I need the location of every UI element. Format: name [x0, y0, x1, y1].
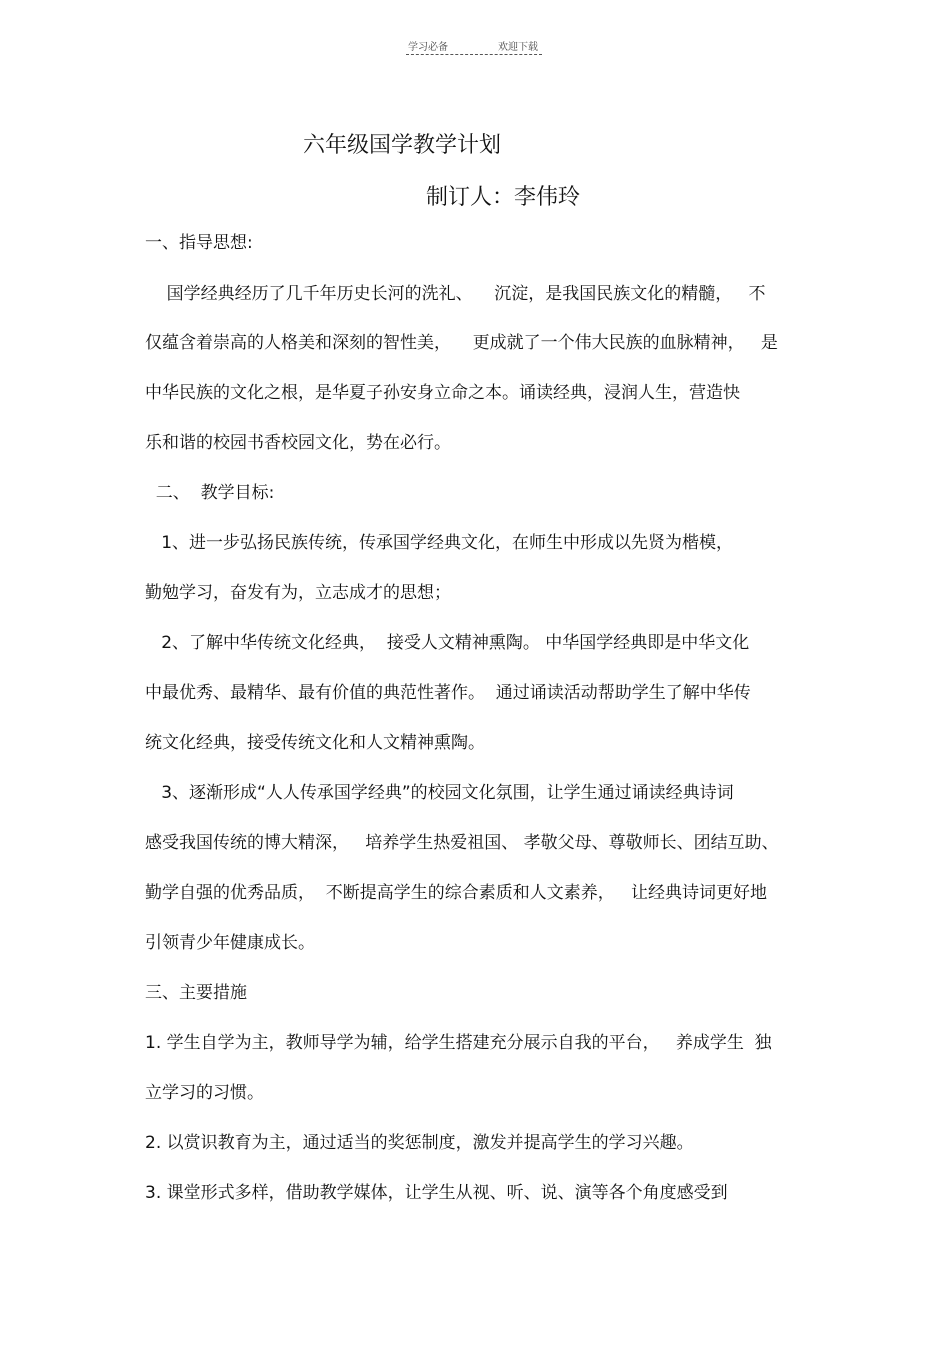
- section-heading-1: 一、指导思想:: [145, 233, 253, 253]
- paragraph-line: 勤勉学习，奋发有为，立志成才的思想；: [145, 583, 451, 603]
- paragraph-line: 2、了解中华传统文化经典， 接受人文精神熏陶。 中华国学经典即是中华文化: [145, 633, 750, 653]
- paragraph-line: 乐和谐的校园书香校园文化，势在必行。: [145, 433, 451, 453]
- section-heading-3: 三、主要措施: [145, 983, 247, 1003]
- paragraph-line: 立学习的习惯。: [145, 1083, 264, 1103]
- paragraph-line: 引领青少年健康成长。: [145, 933, 315, 953]
- header-divider: [406, 54, 542, 55]
- paragraph-line: 1、进一步弘扬民族传统，传承国学经典文化，在师生中形成以先贤为楷模，: [145, 533, 734, 553]
- document-title: 六年级国学教学计划: [303, 133, 502, 158]
- paragraph-line: 3. 课堂形式多样，借助教学媒体，让学生从视、听、说、演等各个角度感受到: [145, 1183, 728, 1203]
- paragraph-line: 1. 学生自学为主，教师导学为辅，给学生搭建充分展示自我的平台， 养成学生 独: [145, 1033, 772, 1053]
- paragraph-line: 仅蕴含着崇高的人格美和深刻的智性美， 更成就了一个伟大民族的血脉精神， 是: [145, 333, 778, 353]
- paragraph-line: 感受我国传统的博大精深， 培养学生热爱祖国、 孝敬父母、尊敬师长、团结互助、: [145, 833, 779, 853]
- paragraph-line: 国学经典经历了几千年历史长河的洗礼、 沉淀，是我国民族文化的精髓， 不: [145, 284, 766, 304]
- paragraph-line: 3、逐渐形成“人人传承国学经典”的校园文化氛围，让学生通过诵读经典诗词: [145, 783, 734, 803]
- paragraph-line: 2. 以赏识教育为主，通过适当的奖惩制度，激发并提高学生的学习兴趣。: [145, 1133, 694, 1153]
- header-right-text: 欢迎下载: [498, 42, 538, 53]
- page-header: [408, 38, 544, 58]
- section-heading-2: 二、 教学目标:: [145, 483, 275, 503]
- paragraph-line: 中华民族的文化之根，是华夏子孙安身立命之本。诵读经典，浸润人生，营造快: [145, 383, 740, 403]
- paragraph-line: 中最优秀、最精华、最有价值的典范性著作。 通过诵读活动帮助学生了解中华传: [145, 683, 751, 703]
- paragraph-line: 统文化经典，接受传统文化和人文精神熏陶。: [145, 733, 485, 753]
- document-author: 制订人：李伟玲: [426, 185, 581, 210]
- paragraph-line: 勤学自强的优秀品质， 不断提高学生的综合素质和人文素养， 让经典诗词更好地: [145, 883, 768, 903]
- header-left-text: 学习必备: [408, 42, 448, 53]
